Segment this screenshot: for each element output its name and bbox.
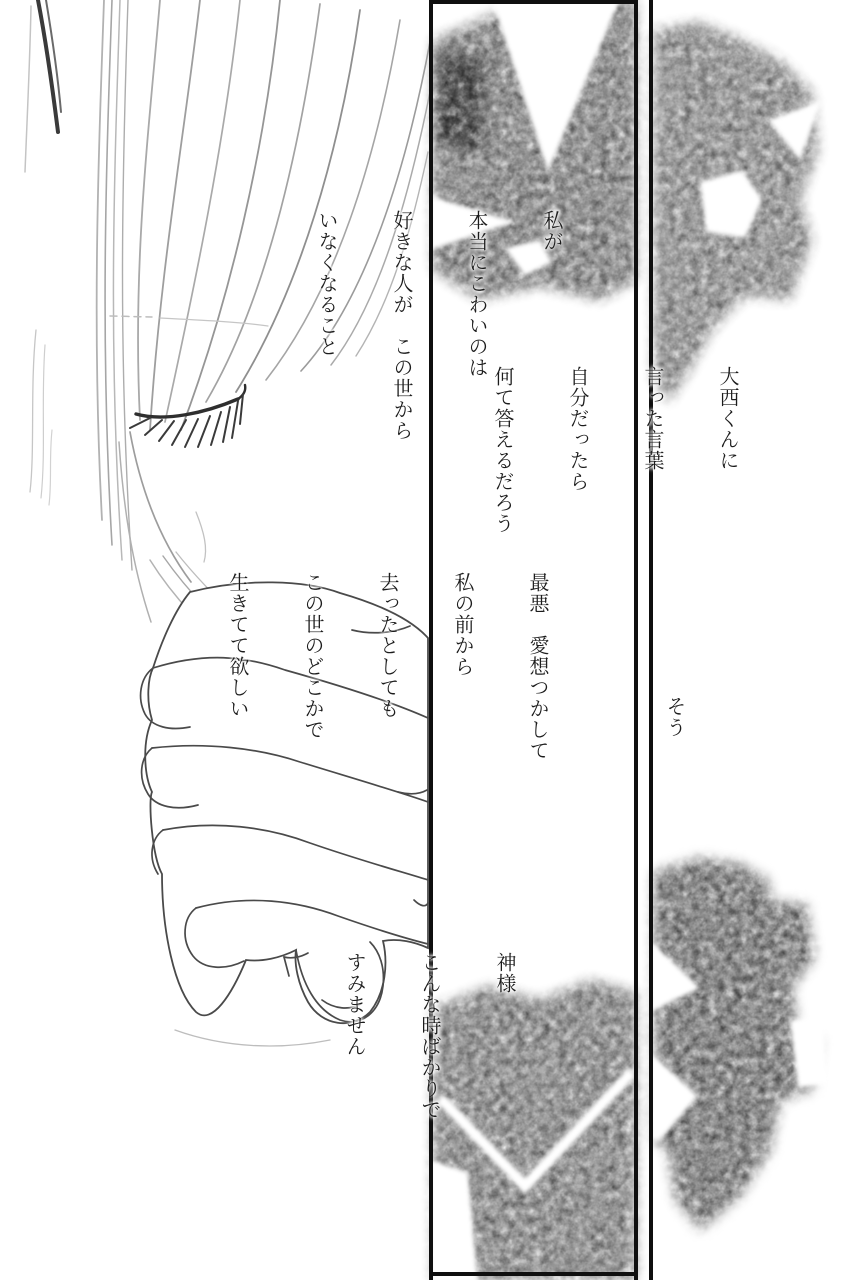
vertical-text-line: 最悪 愛想つかして: [526, 572, 550, 761]
vertical-text-line: こんな時ばかりで: [418, 952, 442, 1120]
vertical-text-line: そう: [663, 696, 687, 738]
vertical-text-line: 神様: [493, 952, 517, 994]
vertical-text-line: 自分だったら: [566, 366, 590, 492]
monologue-question: [440, 366, 790, 548]
vertical-text-line: 生きてて欲しい: [226, 572, 250, 719]
panel-border-middle-top: [429, 0, 638, 4]
monologue-agreement: [612, 696, 737, 766]
monologue-prayer: [292, 952, 567, 1137]
vertical-text-line: 大西くんに: [716, 366, 740, 471]
screentone-right-bottom: [650, 858, 828, 1230]
screentone-right-top: [654, 22, 822, 402]
closed-eye: [130, 385, 245, 447]
vertical-text-line: 好きな人が この世から: [390, 210, 414, 441]
vertical-text-line: すみません: [343, 952, 367, 1057]
monologue-wish: [175, 572, 600, 777]
vertical-text-line: 私の前から: [451, 572, 475, 677]
vertical-text-line: いなくなること: [315, 210, 339, 357]
vertical-text-line: 私が: [540, 210, 564, 252]
vertical-text-line: 本当にこわいのは: [465, 210, 489, 378]
vertical-text-line: この世のどこかで: [301, 572, 325, 740]
vertical-text-line: 言った言葉: [641, 366, 665, 471]
vertical-text-line: 去ったとしても: [376, 572, 400, 719]
panel-border-middle-right: [634, 0, 638, 1280]
panel-border-middle-bottom: [429, 1272, 638, 1276]
panel-border-right-left: [649, 0, 653, 1280]
girl-portrait-drawing: [25, 0, 430, 1046]
vertical-text-line: 何て答えるだろう: [491, 366, 515, 534]
